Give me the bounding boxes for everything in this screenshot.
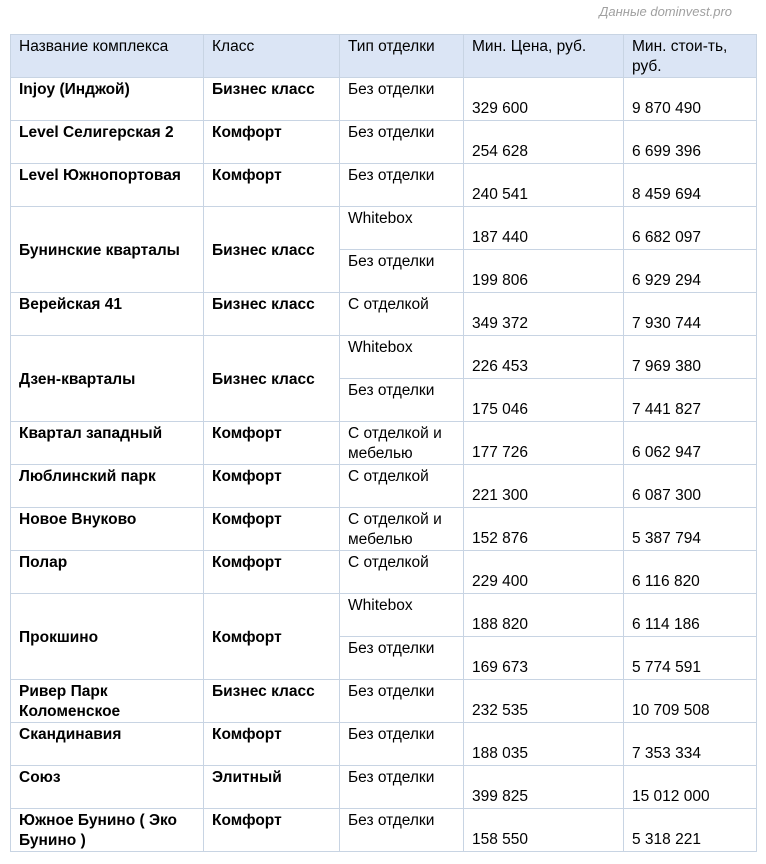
min-cost-cell: 6 929 294 (624, 250, 757, 293)
min-cost-cell: 5 318 221 (624, 809, 757, 852)
class-cell: Комфорт (204, 164, 340, 207)
class-cell: Комфорт (204, 422, 340, 465)
complex-name-cell: Верейская 41 (11, 293, 204, 336)
complex-name-cell: Люблинский парк (11, 465, 204, 508)
min-price-cell: 188 035 (464, 723, 624, 766)
finish-type-cell: Whitebox (340, 336, 464, 379)
header-class: Класс (204, 35, 340, 78)
min-cost-cell: 6 062 947 (624, 422, 757, 465)
table-row (11, 508, 757, 551)
class-cell: Комфорт (204, 551, 340, 594)
finish-type-cell: Без отделки (340, 637, 464, 680)
min-cost-cell: 15 012 000 (624, 766, 757, 809)
table-row (11, 78, 757, 121)
min-price-cell: 169 673 (464, 637, 624, 680)
table-row (11, 422, 757, 465)
table-row (11, 293, 757, 336)
finish-type-cell: Без отделки (340, 121, 464, 164)
finish-type-cell: С отделкой (340, 551, 464, 594)
min-cost-cell: 7 969 380 (624, 336, 757, 379)
min-price-cell: 177 726 (464, 422, 624, 465)
complex-name-cell: Дзен-кварталы (11, 336, 204, 422)
table-row (11, 809, 757, 852)
table-row (11, 723, 757, 766)
header-finish-type: Тип отделки (340, 35, 464, 78)
class-cell: Бизнес класс (204, 207, 340, 293)
header-min-cost: Мин. стои-ть, руб. (624, 35, 757, 78)
min-price-cell: 199 806 (464, 250, 624, 293)
complex-name-cell: Скандинавия (11, 723, 204, 766)
finish-type-cell: С отделкой (340, 293, 464, 336)
min-cost-cell: 6 116 820 (624, 551, 757, 594)
min-price-cell: 175 046 (464, 379, 624, 422)
class-cell: Комфорт (204, 723, 340, 766)
finish-type-cell: С отделкой (340, 465, 464, 508)
min-price-cell: 188 820 (464, 594, 624, 637)
min-price-cell: 399 825 (464, 766, 624, 809)
min-price-cell: 226 453 (464, 336, 624, 379)
class-cell: Элитный (204, 766, 340, 809)
table-row (11, 164, 757, 207)
finish-type-cell: Whitebox (340, 594, 464, 637)
min-cost-cell: 9 870 490 (624, 78, 757, 121)
min-cost-cell: 6 087 300 (624, 465, 757, 508)
finish-type-cell: Без отделки (340, 164, 464, 207)
complex-name-cell: Союз (11, 766, 204, 809)
complex-name-cell: Ривер Парк Коломенское (11, 680, 204, 723)
min-price-cell: 229 400 (464, 551, 624, 594)
complex-name-cell: Injoy (Инджой) (11, 78, 204, 121)
min-cost-cell: 10 709 508 (624, 680, 757, 723)
min-price-cell: 349 372 (464, 293, 624, 336)
min-cost-cell: 8 459 694 (624, 164, 757, 207)
min-price-cell: 329 600 (464, 78, 624, 121)
source-note: Данные dominvest.pro (599, 4, 732, 19)
class-cell: Бизнес класс (204, 336, 340, 422)
class-cell: Комфорт (204, 508, 340, 551)
class-cell: Бизнес класс (204, 680, 340, 723)
table-row (11, 465, 757, 508)
table-row (11, 121, 757, 164)
min-cost-cell: 5 774 591 (624, 637, 757, 680)
min-price-cell: 187 440 (464, 207, 624, 250)
complex-name-cell: Прокшино (11, 594, 204, 680)
class-cell: Бизнес класс (204, 293, 340, 336)
complex-name-cell: Полар (11, 551, 204, 594)
table-row (11, 766, 757, 809)
min-price-cell: 221 300 (464, 465, 624, 508)
min-cost-cell: 5 387 794 (624, 508, 757, 551)
class-cell: Комфорт (204, 809, 340, 852)
class-cell: Комфорт (204, 465, 340, 508)
min-price-cell: 240 541 (464, 164, 624, 207)
finish-type-cell: Без отделки (340, 78, 464, 121)
finish-type-cell: Whitebox (340, 207, 464, 250)
complex-name-cell: Новое Внуково (11, 508, 204, 551)
class-cell: Бизнес класс (204, 78, 340, 121)
table-row (11, 336, 757, 379)
min-price-cell: 254 628 (464, 121, 624, 164)
complex-name-cell: Квартал западный (11, 422, 204, 465)
min-price-cell: 158 550 (464, 809, 624, 852)
complex-name-cell: Южное Бунино ( Эко Бунино ) (11, 809, 204, 852)
header-min-price: Мин. Цена, руб. (464, 35, 624, 78)
finish-type-cell: Без отделки (340, 250, 464, 293)
finish-type-cell: Без отделки (340, 766, 464, 809)
table-body (11, 78, 757, 852)
finish-type-cell: С отделкой и мебелью (340, 422, 464, 465)
table-row (11, 207, 757, 250)
class-cell: Комфорт (204, 121, 340, 164)
complex-price-table (10, 34, 757, 852)
min-cost-cell: 6 114 186 (624, 594, 757, 637)
finish-type-cell: Без отделки (340, 723, 464, 766)
min-cost-cell: 7 930 744 (624, 293, 757, 336)
min-price-cell: 232 535 (464, 680, 624, 723)
finish-type-cell: С отделкой и мебелью (340, 508, 464, 551)
min-price-cell: 152 876 (464, 508, 624, 551)
finish-type-cell: Без отделки (340, 680, 464, 723)
complex-name-cell: Level Селигерская 2 (11, 121, 204, 164)
header-complex-name: Название комплекса (11, 35, 204, 78)
min-cost-cell: 6 682 097 (624, 207, 757, 250)
finish-type-cell: Без отделки (340, 809, 464, 852)
min-cost-cell: 7 441 827 (624, 379, 757, 422)
finish-type-cell: Без отделки (340, 379, 464, 422)
table-row (11, 551, 757, 594)
min-cost-cell: 6 699 396 (624, 121, 757, 164)
table-header-row (11, 35, 757, 78)
table-row (11, 680, 757, 723)
complex-name-cell: Level Южнопортовая (11, 164, 204, 207)
complex-name-cell: Бунинские кварталы (11, 207, 204, 293)
min-cost-cell: 7 353 334 (624, 723, 757, 766)
table-row (11, 594, 757, 637)
class-cell: Комфорт (204, 594, 340, 680)
